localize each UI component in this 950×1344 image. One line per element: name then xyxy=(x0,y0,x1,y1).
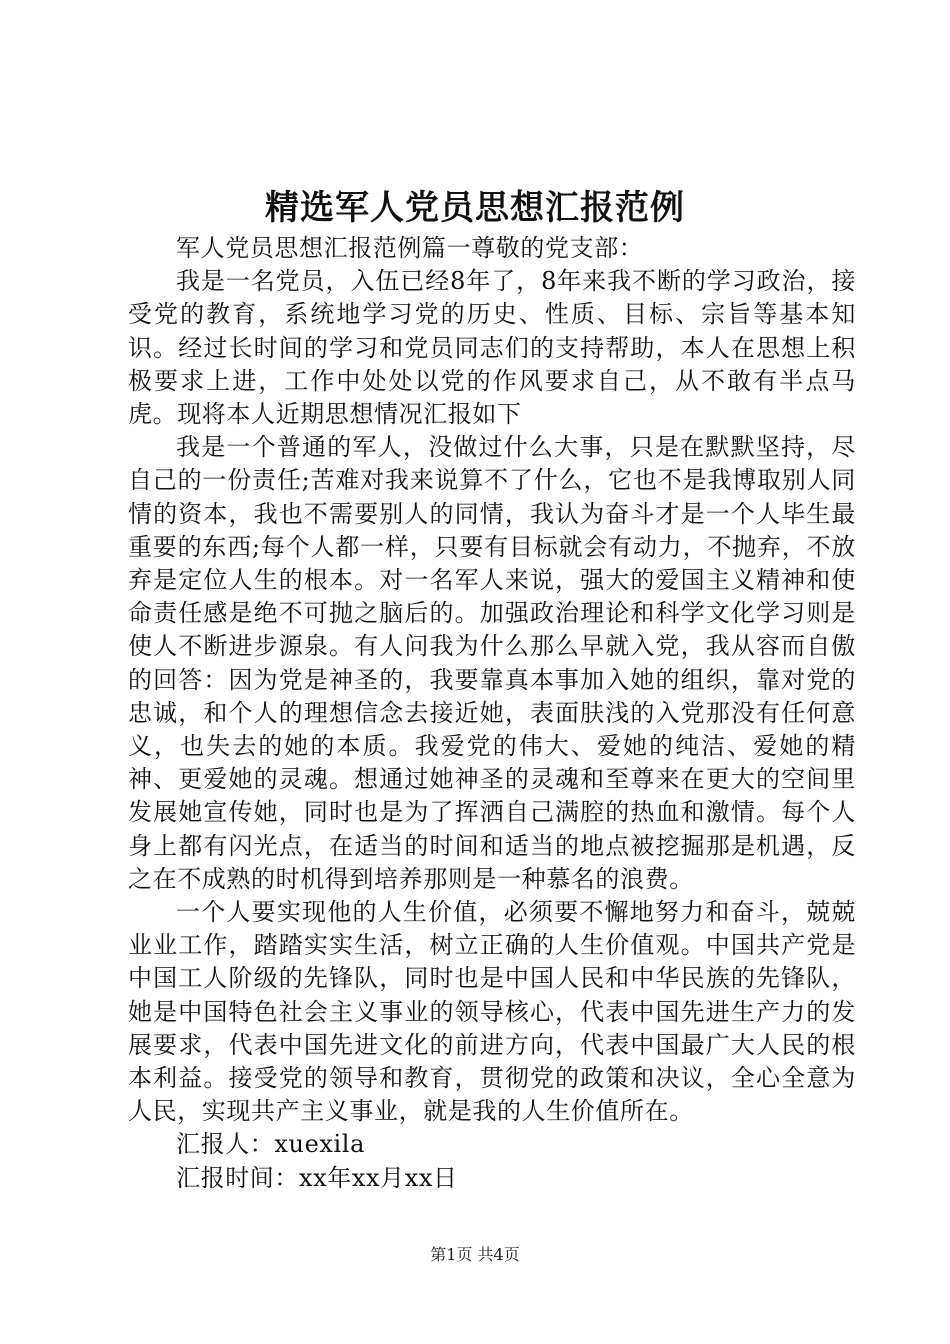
paragraph-introduction: 我是一名党员，入伍已经8年了，8年来我不断的学习政治，接受党的教育，系统地学习党的历史、性质、目标、宗旨等基本知识。经过长时间的学习和党员同志们的支持帮助，本人在思想上积极要求上进，工作中处处以党的作风要求自己，从不敢有半点马虎。现将本人近期思想情况汇报如下 xyxy=(128,267,856,429)
paragraph-salutation: 军人党员思想汇报范例篇一尊敬的党支部： xyxy=(176,234,644,262)
paragraph-main: 我是一个普通的军人，没做过什么大事，只是在默默坚持，尽自己的一份责任;苦难对我来说算不了什么，它也不是我博取别人同情的资本，我也不需要别人的同情，我认为奋斗才是一个人毕生最重要的东西;每个人都一样，只要有目标就会有动力，不抛弃，不放弃是定位人生的根本。对一名军人来说，强大的爱国主义精神和使命责任感是绝不可抛之脑后的。加强政治理论和科学文化学习则是使人不断进步源泉。有人问我为什么那么早就入党，我从容而自傲的回答：因为党是神圣的，我要靠真本事加入她的组织，靠对党的忠诚，和个人的理想信念去接近她，表面肤浅的入党那没有任何意义，也失去的她的本质。我爱党的伟大、爱她的纯洁、爱她的精神、更爱她的灵魂。想通过她神圣的灵魂和至尊来在更大的空间里发展她宣传她，同时也是为了挥洒自己满腔的热血和激情。每个人身上都有闪光点，在适当的时间和适当的地点被挖掘那是机遇，反之在不成熟的时机得到培养那则是一种慕名的浪费。 xyxy=(128,433,856,893)
document-body xyxy=(128,232,856,1195)
page-number-footer: 第1页 共4页 xyxy=(430,1245,520,1264)
paragraph-life-value: 一个人要实现他的人生价值，必须要不懈地努力和奋斗，兢兢业业工作，踏踏实实生活，树立正确的人生价值观。中国共产党是中国工人阶级的先锋队，同时也是中国人民和中华民族的先锋队，她是中国特色社会主义事业的领导核心，代表中国先进生产力的发展要求，代表中国先进文化的前进方向，代表中国最广大人民的根本利益。接受党的领导和教育，贯彻党的政策和决议，全心全意为人民，实现共产主义事业，就是我的人生价值所在。 xyxy=(128,898,856,1126)
document-title: 精选军人党员思想汇报范例 xyxy=(265,188,685,228)
reporter-line: 汇报人：xuexila xyxy=(176,1130,365,1159)
report-date-line: 汇报时间：xx年xx月xx日 xyxy=(176,1163,458,1192)
